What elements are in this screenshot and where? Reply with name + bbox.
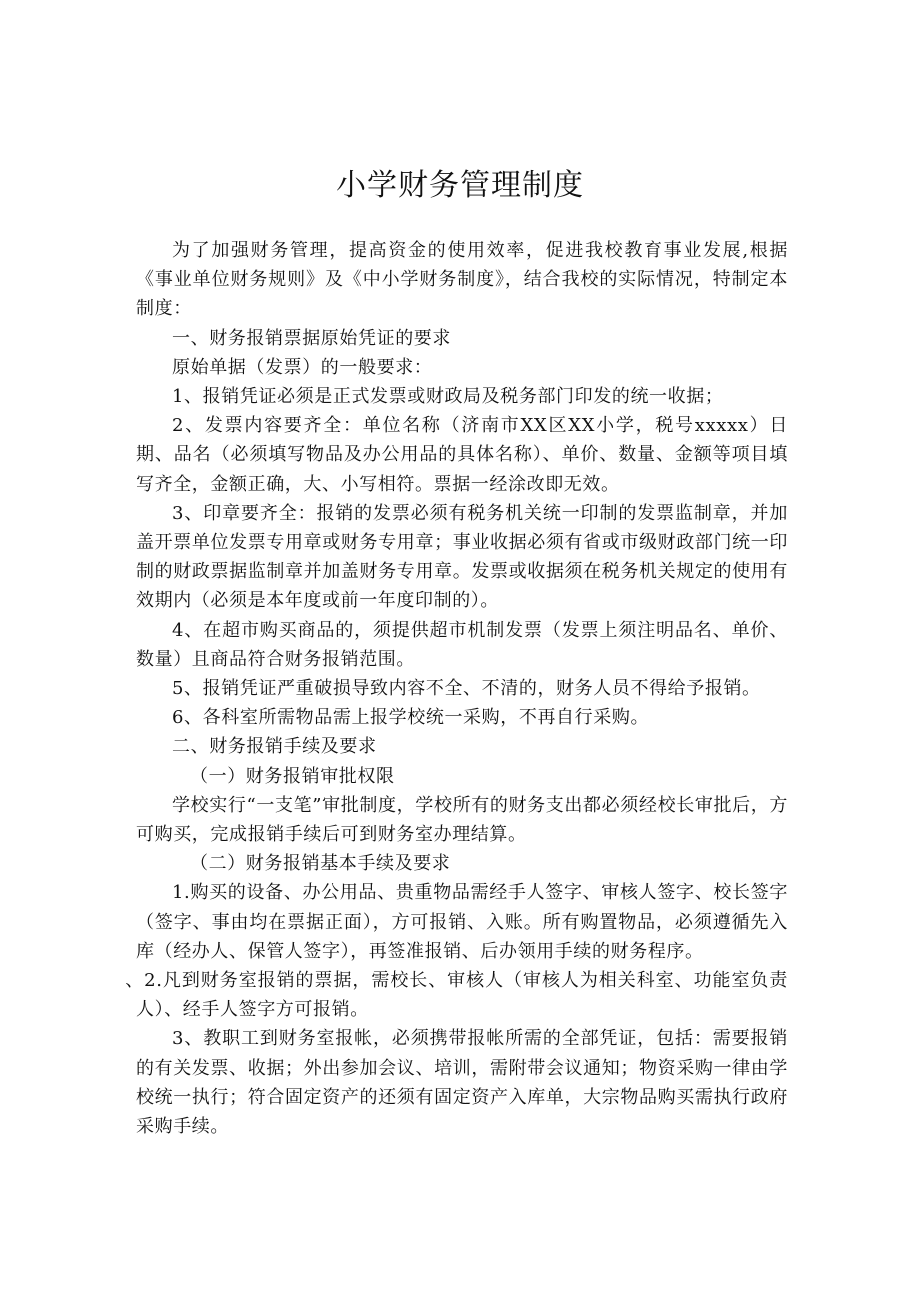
- paragraph: 为了加强财务管理，提高资金的使用效率，促进我校教育事业发展,根据《事业单位财务规则》及《中小学财务制度》，结合我校的实际情况，特制定本制度：: [136, 240, 788, 320]
- paragraph: 3、教职工到财务室报帐，必须携带报帐所需的全部凭证，包括：需要报销的有关发票、收据；外出参加会议、培训，需附带会议通知；物资采购一律由学校统一执行；符合固定资产的还须有固定资产入库单，大宗物品购买需执行政府采购手续。: [136, 1028, 788, 1138]
- paragraph: 、2.凡到财务室报销的票据，需校长、审核人（审核人为相关科室、功能室负责人）、经手人签字方可报销。: [125, 970, 788, 1021]
- paragraph: 原始单据（发票）的一般要求：: [172, 356, 433, 378]
- paragraph: （一）财务报销审批权限: [190, 765, 395, 787]
- paragraph: 2、发票内容要齐全：单位名称（济南市XX区XX小学，税号xxxxx）日期、品名（必须填写物品及办公用品的具体名称）、单价、数量、金额等项目填写齐全，金额正确，大、小写相符。票据一经涂改即无效。: [136, 415, 788, 495]
- paragraph: 学校实行“一支笔”审批制度，学校所有的财务支出都必须经校长审批后，方可购买，完成报销手续后可到财务室办理结算。: [136, 794, 788, 846]
- paragraph: 1.购买的设备、办公用品、贵重物品需经手人签字、审核人签字、校长签字（签字、事由均在票据正面），方可报销、入账。所有购置物品，必须遵循先入库（经办人、保管人签字），再签准报销、后办领用手续的财务程序。: [136, 882, 788, 962]
- paragraph: （二）财务报销基本手续及要求: [190, 853, 451, 875]
- document-title: 小学财务管理制度: [336, 168, 584, 203]
- paragraph: 3、印章要齐全：报销的发票必须有税务机关统一印制的发票监制章，并加盖开票单位发票专用章或财务专用章；事业收据必须有省或市级财政部门统一印制的财政票据监制章并加盖财务专用章。发票或收据须在税务机关规定的使用有效期内（必须是本年度或前一年度印制的）。: [136, 502, 788, 612]
- paragraph: 5、报销凭证严重破损导致内容不全、不清的，财务人员不得给予报销。: [172, 678, 761, 700]
- paragraph: 1、报销凭证必须是正式发票或财政局及税务部门印发的统一收据；: [172, 386, 724, 408]
- paragraph: 6、各科室所需物品需上报学校统一采购，不再自行采购。: [172, 707, 650, 729]
- paragraph: 4、在超市购买商品的，须提供超市机制发票（发票上须注明品名、单价、数量）且商品符合财务报销范围。: [136, 619, 788, 670]
- document-body: [125, 236, 788, 1141]
- paragraph: 一、财务报销票据原始凭证的要求: [172, 327, 451, 349]
- paragraph: 二、财务报销手续及要求: [172, 736, 377, 758]
